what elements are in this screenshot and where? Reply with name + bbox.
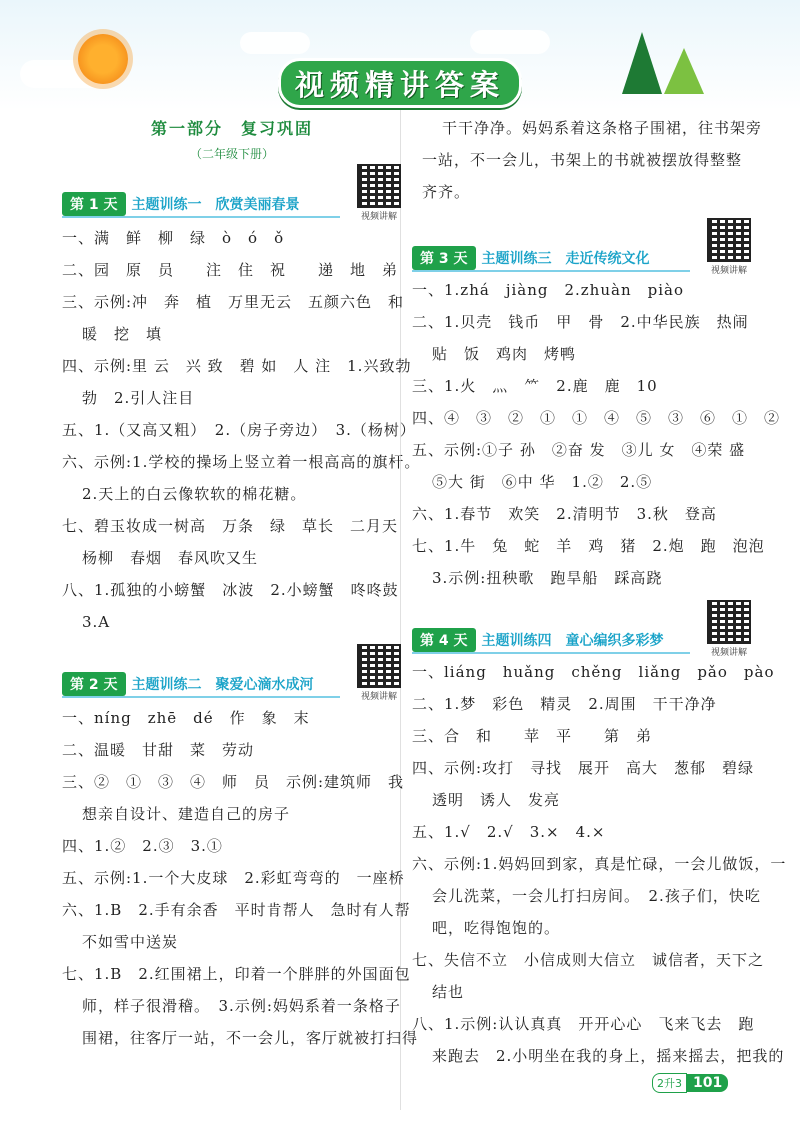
continued-answer: [412, 112, 763, 208]
day-theme: 主题训练三 走近传统文化: [481, 251, 650, 267]
day-header: [62, 672, 402, 702]
day-section: [62, 192, 421, 638]
answer-line: 三、② ① ③ ④ 师 员 示例:建筑师 我: [62, 773, 405, 791]
answer-line: 二、温暖 甘甜 菜 劳动: [62, 741, 255, 759]
day-header: [62, 192, 402, 222]
qr-code[interactable]: [356, 644, 402, 702]
answer-line: 七、1.牛 兔 蛇 羊 鸡 猪 2.炮 跑 泡泡: [412, 537, 765, 555]
answer-line: 会儿洗菜，一会儿打扫房间。 2.孩子们，快吃: [432, 887, 761, 905]
part-title: 第一部分 复习巩固: [150, 119, 313, 138]
answer-line: 五、1.√ 2.√ 3.× 4.×: [412, 823, 606, 841]
answer-list: [62, 222, 421, 638]
day-underline: [62, 696, 340, 698]
answer-line: 七、1.B 2.红围裙上，印着一个胖胖的外国面包: [62, 965, 411, 983]
qr-code[interactable]: [356, 164, 402, 222]
answer-line: 暖 挖 填: [82, 325, 163, 343]
day-underline: [412, 652, 690, 654]
left-column: [62, 112, 421, 1054]
answer-line: 八、1.孤独的小螃蟹 冰波 2.小螃蟹 咚咚鼓: [62, 581, 399, 599]
day-tag: 第 2 天: [62, 672, 126, 696]
qr-label: 视频讲解: [710, 266, 747, 276]
answer-line: 七、碧玉妆成一树高 万条 绿 草长 二月天: [62, 517, 399, 535]
answer-line: 2.天上的白云像软软的棉花糖。: [82, 485, 307, 503]
answer-line: 来跑去 2.小明坐在我的身上，摇来摇去，把我的: [432, 1047, 785, 1065]
answer-line: 齐齐。: [422, 183, 471, 201]
answer-line: 一、1.zhá jiàng 2.zhuàn piào: [412, 281, 684, 299]
answer-line: 四、1.② 2.③ 3.①: [62, 837, 223, 855]
qr-code-icon: [707, 218, 751, 262]
answer-line: 一、liáng huǎng chěng liǎng pǎo pào: [412, 663, 775, 681]
qr-label: 视频讲解: [360, 212, 397, 222]
answer-line: 一、满 鲜 柳 绿 ò ó ǒ: [62, 229, 285, 247]
answer-line: 一站，不一会儿，书架上的书就被摆放得整整: [422, 151, 743, 169]
answer-line: 不如雪中送炭: [82, 933, 179, 951]
answer-line: 干干净净。妈妈系着这条格子围裙，往书架旁: [442, 119, 763, 137]
answer-line: 透明 诱人 发亮: [432, 791, 561, 809]
day-tag: 第 3 天: [412, 246, 476, 270]
page-number: 101: [687, 1074, 728, 1092]
answer-line: 五、1.（又高又粗） 2.（房子旁边） 3.（杨树）: [62, 421, 416, 439]
day-theme: 主题训练二 聚爱心滴水成河: [131, 677, 314, 693]
qr-label: 视频讲解: [710, 648, 747, 658]
answer-line: 杨柳 春烟 春风吹又生: [82, 549, 259, 567]
day-underline: [62, 216, 340, 218]
answer-line: 四、④ ③ ② ① ① ④ ⑤ ③ ⑥ ① ②: [412, 409, 781, 427]
day-section: [412, 628, 787, 1072]
day-tag: 第 1 天: [62, 192, 126, 216]
answer-line: 结也: [432, 983, 465, 1001]
tree-icon: [664, 48, 704, 94]
day-section: [412, 246, 781, 594]
page-banner: [278, 58, 522, 108]
cloud-decoration: [470, 30, 550, 54]
day-header: [412, 628, 752, 658]
answer-line: 八、1.示例:认认真真 开开心心 飞来飞去 跑: [412, 1015, 755, 1033]
part-subtitle: （二年级下册）: [189, 147, 274, 161]
answer-line: 勃 2.引人注目: [82, 389, 195, 407]
day-theme: 主题训练一 欣赏美丽春景: [131, 197, 300, 213]
answer-line: 四、示例:攻打 寻找 展开 高大 葱郁 碧绿: [412, 759, 755, 777]
answer-line: 围裙，往客厅一站，不一会儿，客厅就被打扫得: [82, 1029, 419, 1047]
page-number-badge: [652, 1073, 728, 1093]
cloud-decoration: [240, 32, 310, 54]
answer-line: 3.示例:扭秧歌 跑旱船 踩高跷: [432, 569, 663, 587]
answer-list: [62, 702, 419, 1054]
answer-line: 七、失信不立 小信成则大信立 诚信者，天下之: [412, 951, 765, 969]
answer-line: 六、1.B 2.手有余香 平时肯帮人 急时有人帮: [62, 901, 411, 919]
answer-line: 二、1.梦 彩色 精灵 2.周围 干干净净: [412, 695, 717, 713]
answer-line: 六、示例:1.妈妈回到家，真是忙碌，一会儿做饭，一: [412, 855, 787, 873]
tree-icon: [622, 32, 662, 94]
qr-code-icon: [357, 164, 401, 208]
answer-line: 五、示例:1.一个大皮球 2.彩虹弯弯的 一座桥: [62, 869, 405, 887]
answer-line: 三、示例:冲 奔 植 万里无云 五颜六色 和: [62, 293, 405, 311]
answer-line: 三、1.火 灬 ⺮ 2.鹿 鹿 10: [412, 377, 658, 395]
answer-list: [412, 274, 781, 594]
right-column: [412, 112, 787, 1072]
answer-line: ⑤大 街 ⑥中 华 1.② 2.⑤: [432, 473, 653, 491]
day-tag: 第 4 天: [412, 628, 476, 652]
day-underline: [412, 270, 690, 272]
qr-code-icon: [707, 600, 751, 644]
qr-code[interactable]: [706, 600, 752, 658]
answer-line: 一、níng zhē dé 作 象 末: [62, 709, 310, 727]
answer-line: 六、1.春节 欢笑 2.清明节 3.秋 登高: [412, 505, 717, 523]
banner-title: 视频精讲答案: [294, 67, 505, 102]
day-theme: 主题训练四 童心编织多彩梦: [481, 633, 664, 649]
answer-line: 二、1.贝壳 钱币 甲 骨 2.中华民族 热闹: [412, 313, 749, 331]
answer-line: 师，样子很滑稽。 3.示例:妈妈系着一条格子: [82, 997, 401, 1015]
answer-line: 六、示例:1.学校的操场上竖立着一根高高的旗杆。: [62, 453, 421, 471]
answer-line: 四、示例:里 云 兴 致 碧 如 人 注 1.兴致勃: [62, 357, 412, 375]
answer-list: [412, 656, 787, 1072]
answer-line: 3.A: [82, 613, 111, 631]
qr-label: 视频讲解: [360, 692, 397, 702]
answer-line: 贴 饭 鸡肉 烤鸭: [432, 345, 577, 363]
sun-icon: [78, 34, 128, 84]
qr-code[interactable]: [706, 218, 752, 276]
answer-line: 吧，吃得饱饱的。: [432, 919, 561, 937]
grade-badge: 2升3: [652, 1073, 687, 1093]
answer-line: 三、合 和 苹 平 第 弟: [412, 727, 653, 745]
qr-code-icon: [357, 644, 401, 688]
answer-line: 二、园 原 员 注 住 祝 递 地 弟: [62, 261, 399, 279]
day-header: [412, 246, 752, 276]
answer-line: 想亲自设计、建造自己的房子: [82, 805, 291, 823]
answer-line: 五、示例:①子 孙 ②奋 发 ③儿 女 ④荣 盛: [412, 441, 746, 459]
day-section: [62, 672, 419, 1054]
